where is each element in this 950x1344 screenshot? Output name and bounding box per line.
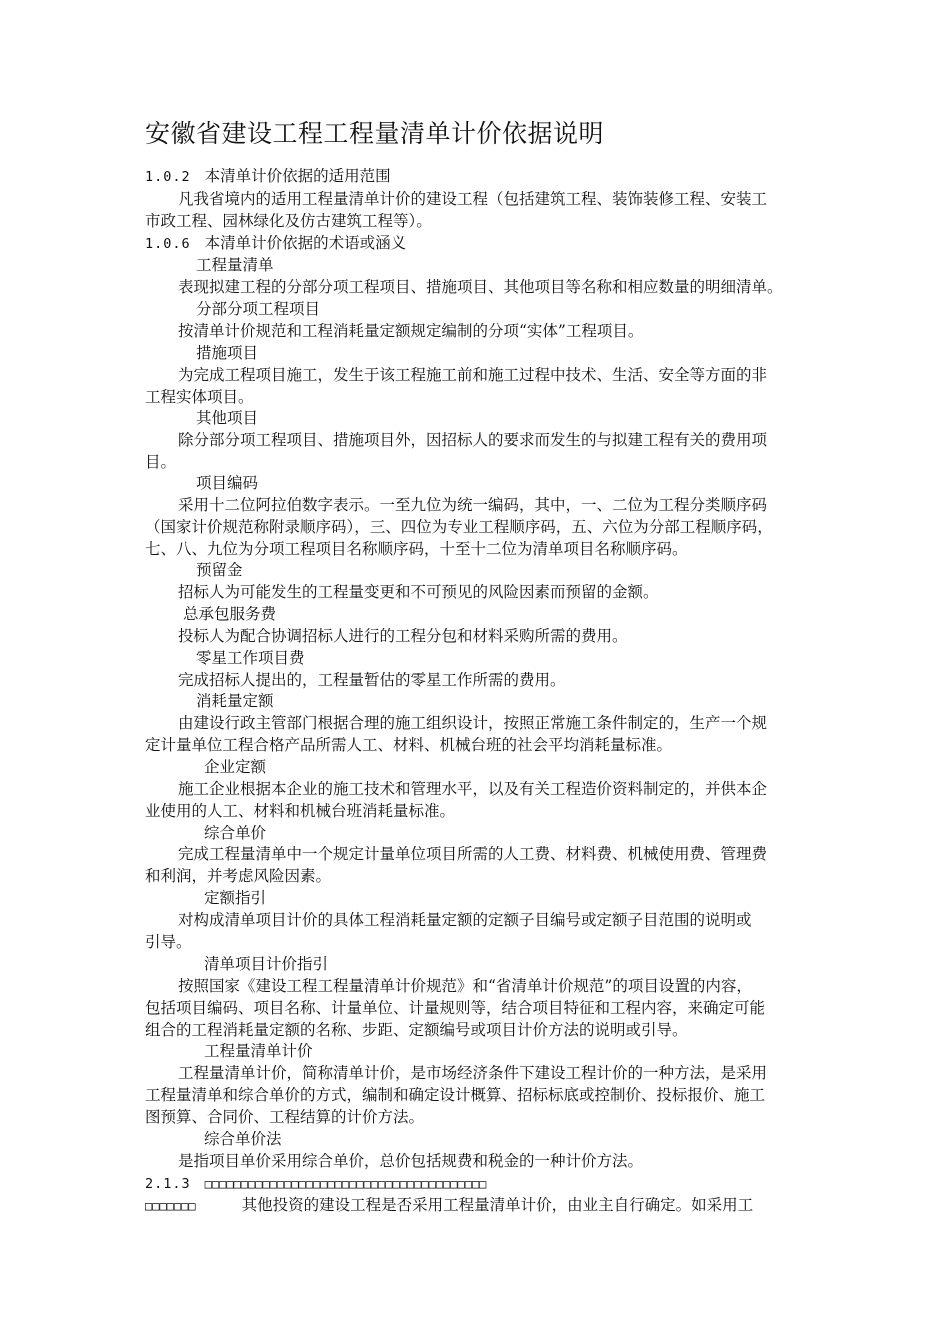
term-heading: 综合单价法 [204, 1130, 282, 1148]
term-definition-line: 采用十二位阿拉伯数字表示。一至九位为统一编码，其中，一、二位为工程分类顺序码 [178, 496, 768, 514]
term-definition-line: 由建设行政主管部门根据合理的施工组织设计，按照正常施工条件制定的，生产一个规 [178, 714, 768, 732]
term-heading: 综合单价 [204, 824, 267, 842]
term-heading: 项目编码 [196, 474, 259, 492]
paragraph-line: 凡我省境内的适用工程量清单计价的建设工程（包括建筑工程、装饰装修工程、安装工 [178, 190, 768, 208]
term-definition-line: 按清单计价规范和工程消耗量定额规定编制的分项“实体”工程项目。 [178, 322, 644, 340]
term-definition-line: 包括项目编码、项目名称、计量单位、计量规则等，结合项目特征和工程内容，来确定可能 [145, 999, 766, 1017]
term-heading: 工程量清单计价 [204, 1042, 313, 1060]
document-title: 安徽省建设工程工程量清单计价依据说明 [145, 119, 605, 148]
term-heading: 清单项目计价指引 [204, 955, 329, 973]
paragraph-text: 其他投资的建设工程是否采用工程量清单计价，由业主自行确定。如采用工 [241, 1196, 754, 1214]
section-heading-2-1-3 [145, 1172, 486, 1195]
section-heading-1-0-6 [145, 232, 406, 255]
term-definition-line: 组合的工程消耗量定额的名称、步距、定额编号或项目计价方法的说明或引导。 [145, 1021, 688, 1039]
term-definition-line: 业使用的人工、材料和机械台班消耗量标准。 [145, 802, 456, 820]
term-definition-line: 图预算、合同价、工程结算的计价方法。 [145, 1108, 425, 1126]
term-definition-line: 引导。 [145, 933, 192, 951]
term-heading: 总承包服务费 [183, 605, 277, 623]
term-heading: 定额指引 [204, 889, 267, 907]
term-definition-line: （国家计价规范称附录顺序码），三、四位为专业工程顺序码，五、六位为分部工程顺序码， [145, 518, 773, 536]
term-heading: 分部分项工程项目 [196, 300, 321, 318]
paragraph-line: 市政工程、园林绿化及仿古建筑工程等）。 [145, 212, 432, 230]
section-number: 1.0.6 [145, 236, 191, 252]
section-heading-text: 本清单计价依据的适用范围 [204, 167, 391, 185]
term-heading: 零星工作项目费 [196, 649, 305, 667]
term-definition-line: 七、八、九位为分项工程项目名称顺序码，十至十二位为清单项目名称顺序码。 [145, 540, 688, 558]
term-heading: 消耗量定额 [196, 692, 274, 710]
term-definition-line: 是指项目单价采用综合单价，总价包括规费和税金的一种计价方法。 [178, 1152, 644, 1170]
term-definition-line: 投标人为配合协调招标人进行的工程分包和材料采购所需的费用。 [178, 627, 628, 645]
term-heading: 预留金 [196, 561, 243, 579]
term-definition-line: 表现拟建工程的分部分项工程项目、措施项目、其他项目等名称和相应数量的明细清单。 [178, 278, 783, 296]
term-definition-line: 和利润，并考虑风险因素。 [145, 867, 332, 885]
section-number: 1.0.2 [145, 169, 191, 185]
term-definition-line: 工程量清单计价，简称清单计价，是市场经济条件下建设工程计价的一种方法，是采用 [178, 1064, 768, 1082]
term-heading: 措施项目 [196, 344, 259, 362]
term-heading: 工程量清单 [196, 256, 274, 274]
garbled-text: □□□□□□□□□□□□□□□□□□□□□□□□□□□□□□□□□□□□□□□ [204, 1177, 487, 1191]
term-heading: 企业定额 [204, 758, 267, 776]
term-definition-line: 招标人为可能发生的工程量变更和不可预见的风险因素而预留的金额。 [178, 583, 659, 601]
term-definition-line: 目。 [145, 453, 177, 471]
term-definition-line: 完成招标人提出的，工程量暂估的零星工作所需的费用。 [178, 671, 566, 689]
garbled-prefix: □□□□□□□ [145, 1199, 196, 1213]
term-heading: 其他项目 [196, 409, 259, 427]
section-heading-1-0-2 [145, 165, 391, 188]
section-heading-text: 本清单计价依据的术语或涵义 [204, 234, 407, 252]
term-definition-line: 工程实体项目。 [145, 388, 254, 406]
term-definition-line: 除分部分项工程项目、措施项目外，因招标人的要求而发生的与拟建工程有关的费用项 [178, 431, 768, 449]
paragraph-line [145, 1194, 753, 1217]
term-definition-line: 完成工程量清单中一个规定计量单位项目所需的人工费、材料费、机械使用费、管理费 [178, 845, 768, 863]
term-definition-line: 施工企业根据本企业的施工技术和管理水平，以及有关工程造价资料制定的，并供本企 [178, 780, 768, 798]
term-definition-line: 定计量单位工程合格产品所需人工、材料、机械台班的社会平均消耗量标准。 [145, 736, 673, 754]
term-definition-line: 为完成工程项目施工，发生于该工程施工前和施工过程中技术、生活、安全等方面的非 [178, 366, 768, 384]
term-definition-line: 对构成清单项目计价的具体工程消耗量定额的定额子目编号或定额子目范围的说明或 [178, 911, 752, 929]
term-definition-line: 按照国家《建设工程工程量清单计价规范》和“省清单计价规范”的项目设置的内容， [178, 977, 752, 995]
term-definition-line: 工程量清单和综合单价的方式，编制和确定设计概算、招标标底或控制价、投标报价、施工 [145, 1086, 766, 1104]
section-number: 2.1.3 [145, 1176, 191, 1192]
